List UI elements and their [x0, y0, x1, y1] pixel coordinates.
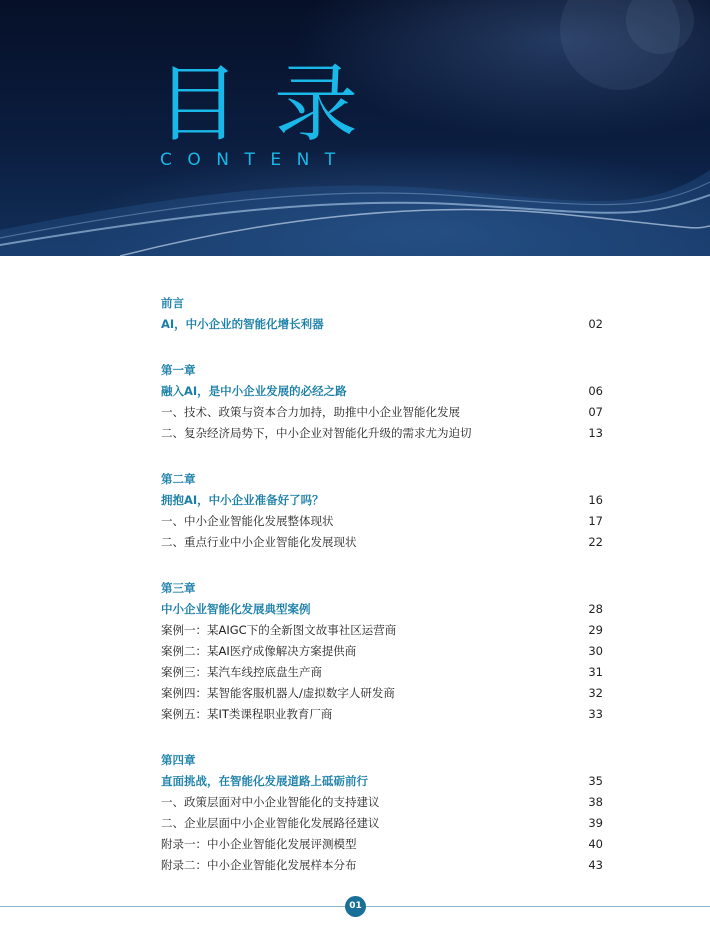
toc-entry-page: 32 [588, 686, 603, 700]
toc-entry[interactable] [161, 855, 603, 876]
toc-entry[interactable] [161, 423, 603, 444]
section-heading: 前言 [161, 296, 184, 310]
section-heading: 第二章 [161, 472, 196, 486]
toc-entry[interactable] [161, 599, 603, 620]
toc-entry-page: 02 [588, 317, 603, 331]
toc-entry-label: 案例五：某IT类课程职业教育厂商 [161, 707, 333, 721]
toc-entry[interactable] [161, 620, 603, 641]
toc-entry-page: 31 [588, 665, 603, 679]
toc-entry[interactable] [161, 834, 603, 855]
toc-entry-label: 案例三：某汽车线控底盘生产商 [161, 665, 322, 679]
toc-entry-label: 附录二：中小企业智能化发展样本分布 [161, 858, 357, 872]
page-subtitle: CONTENT [160, 150, 351, 170]
toc-entry-label: 中小企业智能化发展典型案例 [161, 602, 311, 616]
toc-entry-page: 33 [588, 707, 603, 721]
footer-divider-right [366, 906, 710, 907]
toc-entry-label: 融入AI，是中小企业发展的必经之路 [161, 384, 347, 398]
toc-entry-page: 29 [588, 623, 603, 637]
toc-section-chapter-1 [161, 360, 603, 444]
toc-entry[interactable] [161, 813, 603, 834]
toc-entry-page: 35 [588, 774, 603, 788]
toc-entry-page: 43 [588, 858, 603, 872]
toc-entry[interactable] [161, 402, 603, 423]
toc-entry-label: 案例二：某AI医疗成像解决方案提供商 [161, 644, 357, 658]
toc-entry-label: 直面挑战，在智能化发展道路上砥砺前行 [161, 774, 368, 788]
toc-entry-label: 一、技术、政策与资本合力加持，助推中小企业智能化发展 [161, 405, 460, 419]
toc-section-chapter-3 [161, 578, 603, 725]
section-heading: 第一章 [161, 363, 196, 377]
toc-entry-label: 案例一：某AIGC下的全新图文故事社区运营商 [161, 623, 397, 637]
toc-entry[interactable] [161, 314, 603, 335]
toc-entry-page: 39 [588, 816, 603, 830]
page-number-badge: 01 [345, 896, 366, 917]
toc-section-chapter-4 [161, 750, 603, 876]
toc-entry-page: 38 [588, 795, 603, 809]
toc-entry-label: 案例四：某智能客服机器人/虚拟数字人研发商 [161, 686, 395, 700]
toc-entry-page: 07 [588, 405, 603, 419]
toc-entry-page: 22 [588, 535, 603, 549]
toc-section-preface [161, 293, 603, 335]
toc-entry-page: 06 [588, 384, 603, 398]
toc-entry-label: 一、政策层面对中小企业智能化的支持建议 [161, 795, 380, 809]
toc-entry-page: 28 [588, 602, 603, 616]
toc-entry[interactable] [161, 704, 603, 725]
toc-entry[interactable] [161, 490, 603, 511]
toc-entry[interactable] [161, 792, 603, 813]
page-title: 目录 [156, 55, 393, 153]
toc-entry[interactable] [161, 511, 603, 532]
toc-entry[interactable] [161, 381, 603, 402]
toc-entry-page: 17 [588, 514, 603, 528]
toc-entry[interactable] [161, 662, 603, 683]
toc-entry-label: 附录一：中小企业智能化发展评测模型 [161, 837, 357, 851]
table-of-contents [161, 293, 603, 901]
toc-entry[interactable] [161, 641, 603, 662]
toc-entry[interactable] [161, 683, 603, 704]
toc-section-chapter-2 [161, 469, 603, 553]
toc-entry-label: 一、中小企业智能化发展整体现状 [161, 514, 334, 528]
footer-divider-left [0, 906, 345, 907]
header-banner [0, 0, 710, 256]
toc-entry-label: 二、重点行业中小企业智能化发展现状 [161, 535, 357, 549]
toc-entry-page: 13 [588, 426, 603, 440]
toc-entry-label: 拥抱AI，中小企业准备好了吗？ [161, 493, 324, 507]
section-heading: 第四章 [161, 753, 196, 767]
toc-entry-page: 30 [588, 644, 603, 658]
toc-entry-page: 16 [588, 493, 603, 507]
toc-entry-page: 40 [588, 837, 603, 851]
toc-entry-label: 二、企业层面中小企业智能化发展路径建议 [161, 816, 380, 830]
toc-entry[interactable] [161, 532, 603, 553]
toc-entry-label: AI，中小企业的智能化增长利器 [161, 317, 324, 331]
section-heading: 第三章 [161, 581, 196, 595]
toc-entry-label: 二、复杂经济局势下，中小企业对智能化升级的需求尤为迫切 [161, 426, 472, 440]
toc-entry[interactable] [161, 771, 603, 792]
